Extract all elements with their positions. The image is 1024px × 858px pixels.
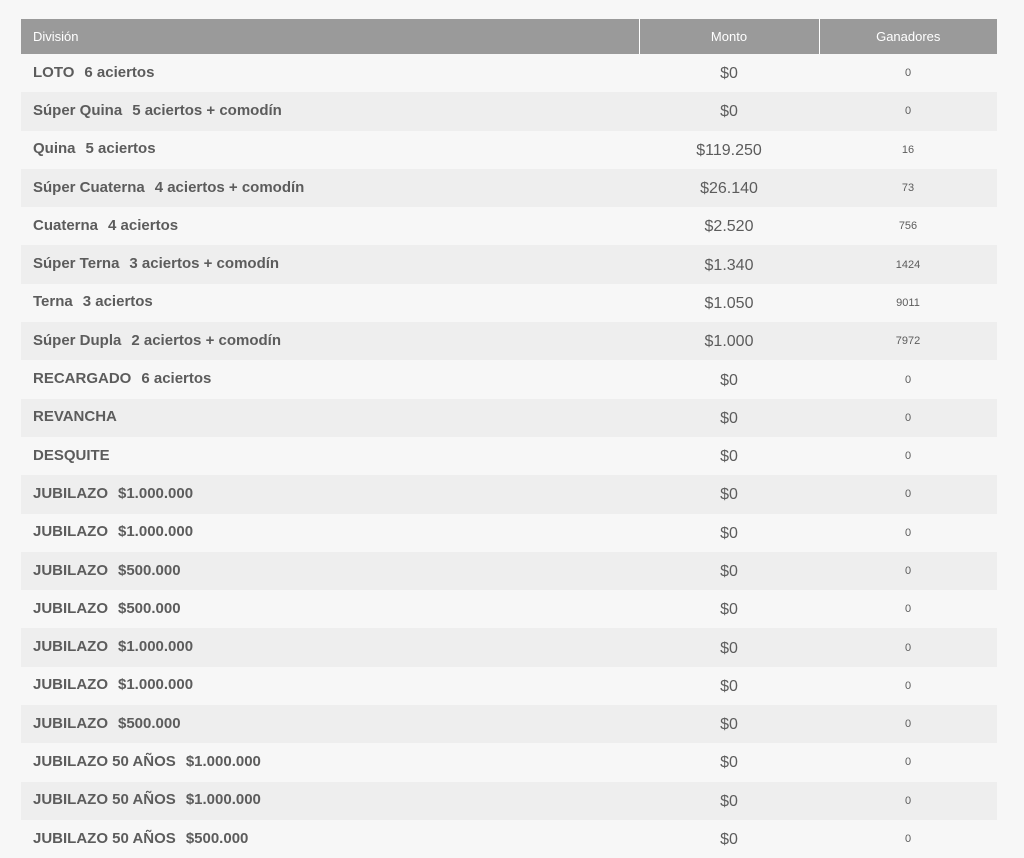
division-cell bbox=[21, 552, 639, 590]
table-row bbox=[21, 667, 997, 705]
ganadores-cell: 0 bbox=[819, 399, 997, 437]
division-detail: 2 aciertos + comodín bbox=[131, 331, 281, 349]
division-detail: $500.000 bbox=[118, 599, 181, 617]
monto-cell: $0 bbox=[639, 399, 819, 437]
ganadores-cell: 9011 bbox=[819, 284, 997, 322]
division-detail: 4 aciertos + comodín bbox=[154, 178, 305, 196]
table-row bbox=[21, 245, 997, 283]
table-row bbox=[21, 360, 997, 398]
division-detail: 6 aciertos bbox=[84, 63, 155, 81]
division-detail: 6 aciertos bbox=[141, 370, 212, 388]
table-row bbox=[21, 782, 997, 820]
ganadores-cell: 0 bbox=[819, 628, 997, 666]
division-cell bbox=[21, 169, 639, 207]
ganadores-cell: 0 bbox=[819, 820, 997, 858]
ganadores-cell: 73 bbox=[819, 169, 997, 207]
header-ganadores: Ganadores bbox=[819, 19, 997, 54]
monto-cell: $0 bbox=[639, 475, 819, 513]
division-cell bbox=[21, 628, 639, 666]
division-detail: 4 aciertos bbox=[108, 216, 179, 234]
division-name: Terna bbox=[33, 293, 73, 311]
monto-cell: $1.050 bbox=[639, 284, 819, 322]
ganadores-cell: 0 bbox=[819, 552, 997, 590]
monto-cell: $0 bbox=[639, 514, 819, 552]
division-cell bbox=[21, 284, 639, 322]
division-name: REVANCHA bbox=[33, 408, 117, 426]
division-cell bbox=[21, 667, 639, 705]
ganadores-cell: 0 bbox=[819, 437, 997, 475]
ganadores-cell: 0 bbox=[819, 54, 997, 92]
table-row bbox=[21, 590, 997, 628]
table-row bbox=[21, 169, 997, 207]
division-cell bbox=[21, 590, 639, 628]
ganadores-cell: 0 bbox=[819, 705, 997, 743]
monto-cell: $0 bbox=[639, 54, 819, 92]
division-cell bbox=[21, 705, 639, 743]
monto-cell: $1.340 bbox=[639, 245, 819, 283]
monto-cell: $119.250 bbox=[639, 131, 819, 169]
monto-cell: $1.000 bbox=[639, 322, 819, 360]
division-name: Cuaterna bbox=[33, 216, 99, 234]
division-detail: 3 aciertos bbox=[82, 293, 153, 311]
division-detail: $1.000.000 bbox=[185, 752, 261, 770]
prize-table bbox=[21, 19, 997, 858]
division-cell bbox=[21, 514, 639, 552]
ganadores-cell: 0 bbox=[819, 743, 997, 781]
division-detail: $1.000.000 bbox=[118, 523, 194, 541]
division-name: LOTO bbox=[33, 63, 75, 81]
division-name: JUBILAZO bbox=[33, 599, 108, 617]
division-name: JUBILAZO bbox=[33, 561, 108, 579]
results-table-container bbox=[21, 19, 997, 858]
ganadores-cell: 1424 bbox=[819, 245, 997, 283]
monto-cell: $0 bbox=[639, 820, 819, 858]
table-row bbox=[21, 92, 997, 130]
division-name: Súper Cuaterna bbox=[33, 178, 145, 196]
division-name: Súper Dupla bbox=[33, 331, 122, 349]
monto-cell: $0 bbox=[639, 667, 819, 705]
division-name: RECARGADO bbox=[33, 370, 132, 388]
table-row bbox=[21, 54, 997, 92]
ganadores-cell: 0 bbox=[819, 92, 997, 130]
monto-cell: $0 bbox=[639, 360, 819, 398]
division-name: JUBILAZO bbox=[33, 638, 108, 656]
monto-cell: $0 bbox=[639, 705, 819, 743]
ganadores-cell: 756 bbox=[819, 207, 997, 245]
ganadores-cell: 0 bbox=[819, 360, 997, 398]
division-cell bbox=[21, 399, 639, 437]
ganadores-cell: 0 bbox=[819, 590, 997, 628]
ganadores-cell: 0 bbox=[819, 475, 997, 513]
division-cell bbox=[21, 54, 639, 92]
division-cell bbox=[21, 92, 639, 130]
division-cell bbox=[21, 820, 639, 858]
division-name: JUBILAZO bbox=[33, 523, 108, 541]
division-detail: $1.000.000 bbox=[118, 676, 194, 694]
monto-cell: $0 bbox=[639, 782, 819, 820]
monto-cell: $0 bbox=[639, 437, 819, 475]
division-detail: $500.000 bbox=[185, 829, 249, 847]
division-name: JUBILAZO bbox=[33, 714, 108, 732]
division-detail: $1.000.000 bbox=[118, 484, 194, 502]
division-cell bbox=[21, 207, 639, 245]
ganadores-cell: 16 bbox=[819, 131, 997, 169]
division-detail: 5 aciertos + comodín bbox=[132, 101, 282, 119]
table-row bbox=[21, 743, 997, 781]
table-row bbox=[21, 399, 997, 437]
division-cell bbox=[21, 245, 639, 283]
monto-cell: $26.140 bbox=[639, 169, 819, 207]
table-row bbox=[21, 437, 997, 475]
table-header bbox=[21, 19, 997, 54]
division-name: JUBILAZO 50 AÑOS bbox=[33, 791, 176, 809]
table-row bbox=[21, 284, 997, 322]
table-row bbox=[21, 552, 997, 590]
division-detail: $1.000.000 bbox=[185, 791, 261, 809]
table-row bbox=[21, 322, 997, 360]
table-row bbox=[21, 207, 997, 245]
monto-cell: $2.520 bbox=[639, 207, 819, 245]
division-cell bbox=[21, 475, 639, 513]
ganadores-cell: 0 bbox=[819, 782, 997, 820]
table-row bbox=[21, 705, 997, 743]
division-cell bbox=[21, 360, 639, 398]
monto-cell: $0 bbox=[639, 590, 819, 628]
division-detail: $1.000.000 bbox=[118, 638, 194, 656]
division-cell bbox=[21, 437, 639, 475]
division-name: Quina bbox=[33, 140, 76, 158]
division-detail: $500.000 bbox=[118, 714, 181, 732]
table-body bbox=[21, 54, 997, 858]
division-cell bbox=[21, 322, 639, 360]
header-monto: Monto bbox=[639, 19, 819, 54]
ganadores-cell: 0 bbox=[819, 514, 997, 552]
division-cell bbox=[21, 782, 639, 820]
header-division: División bbox=[21, 19, 639, 54]
monto-cell: $0 bbox=[639, 552, 819, 590]
division-detail: 5 aciertos bbox=[85, 140, 156, 158]
division-name: Súper Terna bbox=[33, 255, 120, 273]
division-name: JUBILAZO bbox=[33, 676, 108, 694]
division-name: JUBILAZO 50 AÑOS bbox=[33, 829, 176, 847]
division-name: Súper Quina bbox=[33, 101, 123, 119]
division-detail: $500.000 bbox=[118, 561, 181, 579]
table-row bbox=[21, 820, 997, 858]
ganadores-cell: 7972 bbox=[819, 322, 997, 360]
ganadores-cell: 0 bbox=[819, 667, 997, 705]
table-row bbox=[21, 131, 997, 169]
division-cell bbox=[21, 743, 639, 781]
division-detail: 3 aciertos + comodín bbox=[129, 255, 280, 273]
table-row bbox=[21, 475, 997, 513]
table-row bbox=[21, 514, 997, 552]
header-row bbox=[21, 19, 997, 54]
division-name: JUBILAZO bbox=[33, 484, 108, 502]
monto-cell: $0 bbox=[639, 628, 819, 666]
table-row bbox=[21, 628, 997, 666]
division-name: JUBILAZO 50 AÑOS bbox=[33, 752, 176, 770]
monto-cell: $0 bbox=[639, 743, 819, 781]
monto-cell: $0 bbox=[639, 92, 819, 130]
division-name: DESQUITE bbox=[33, 446, 110, 464]
division-cell bbox=[21, 131, 639, 169]
